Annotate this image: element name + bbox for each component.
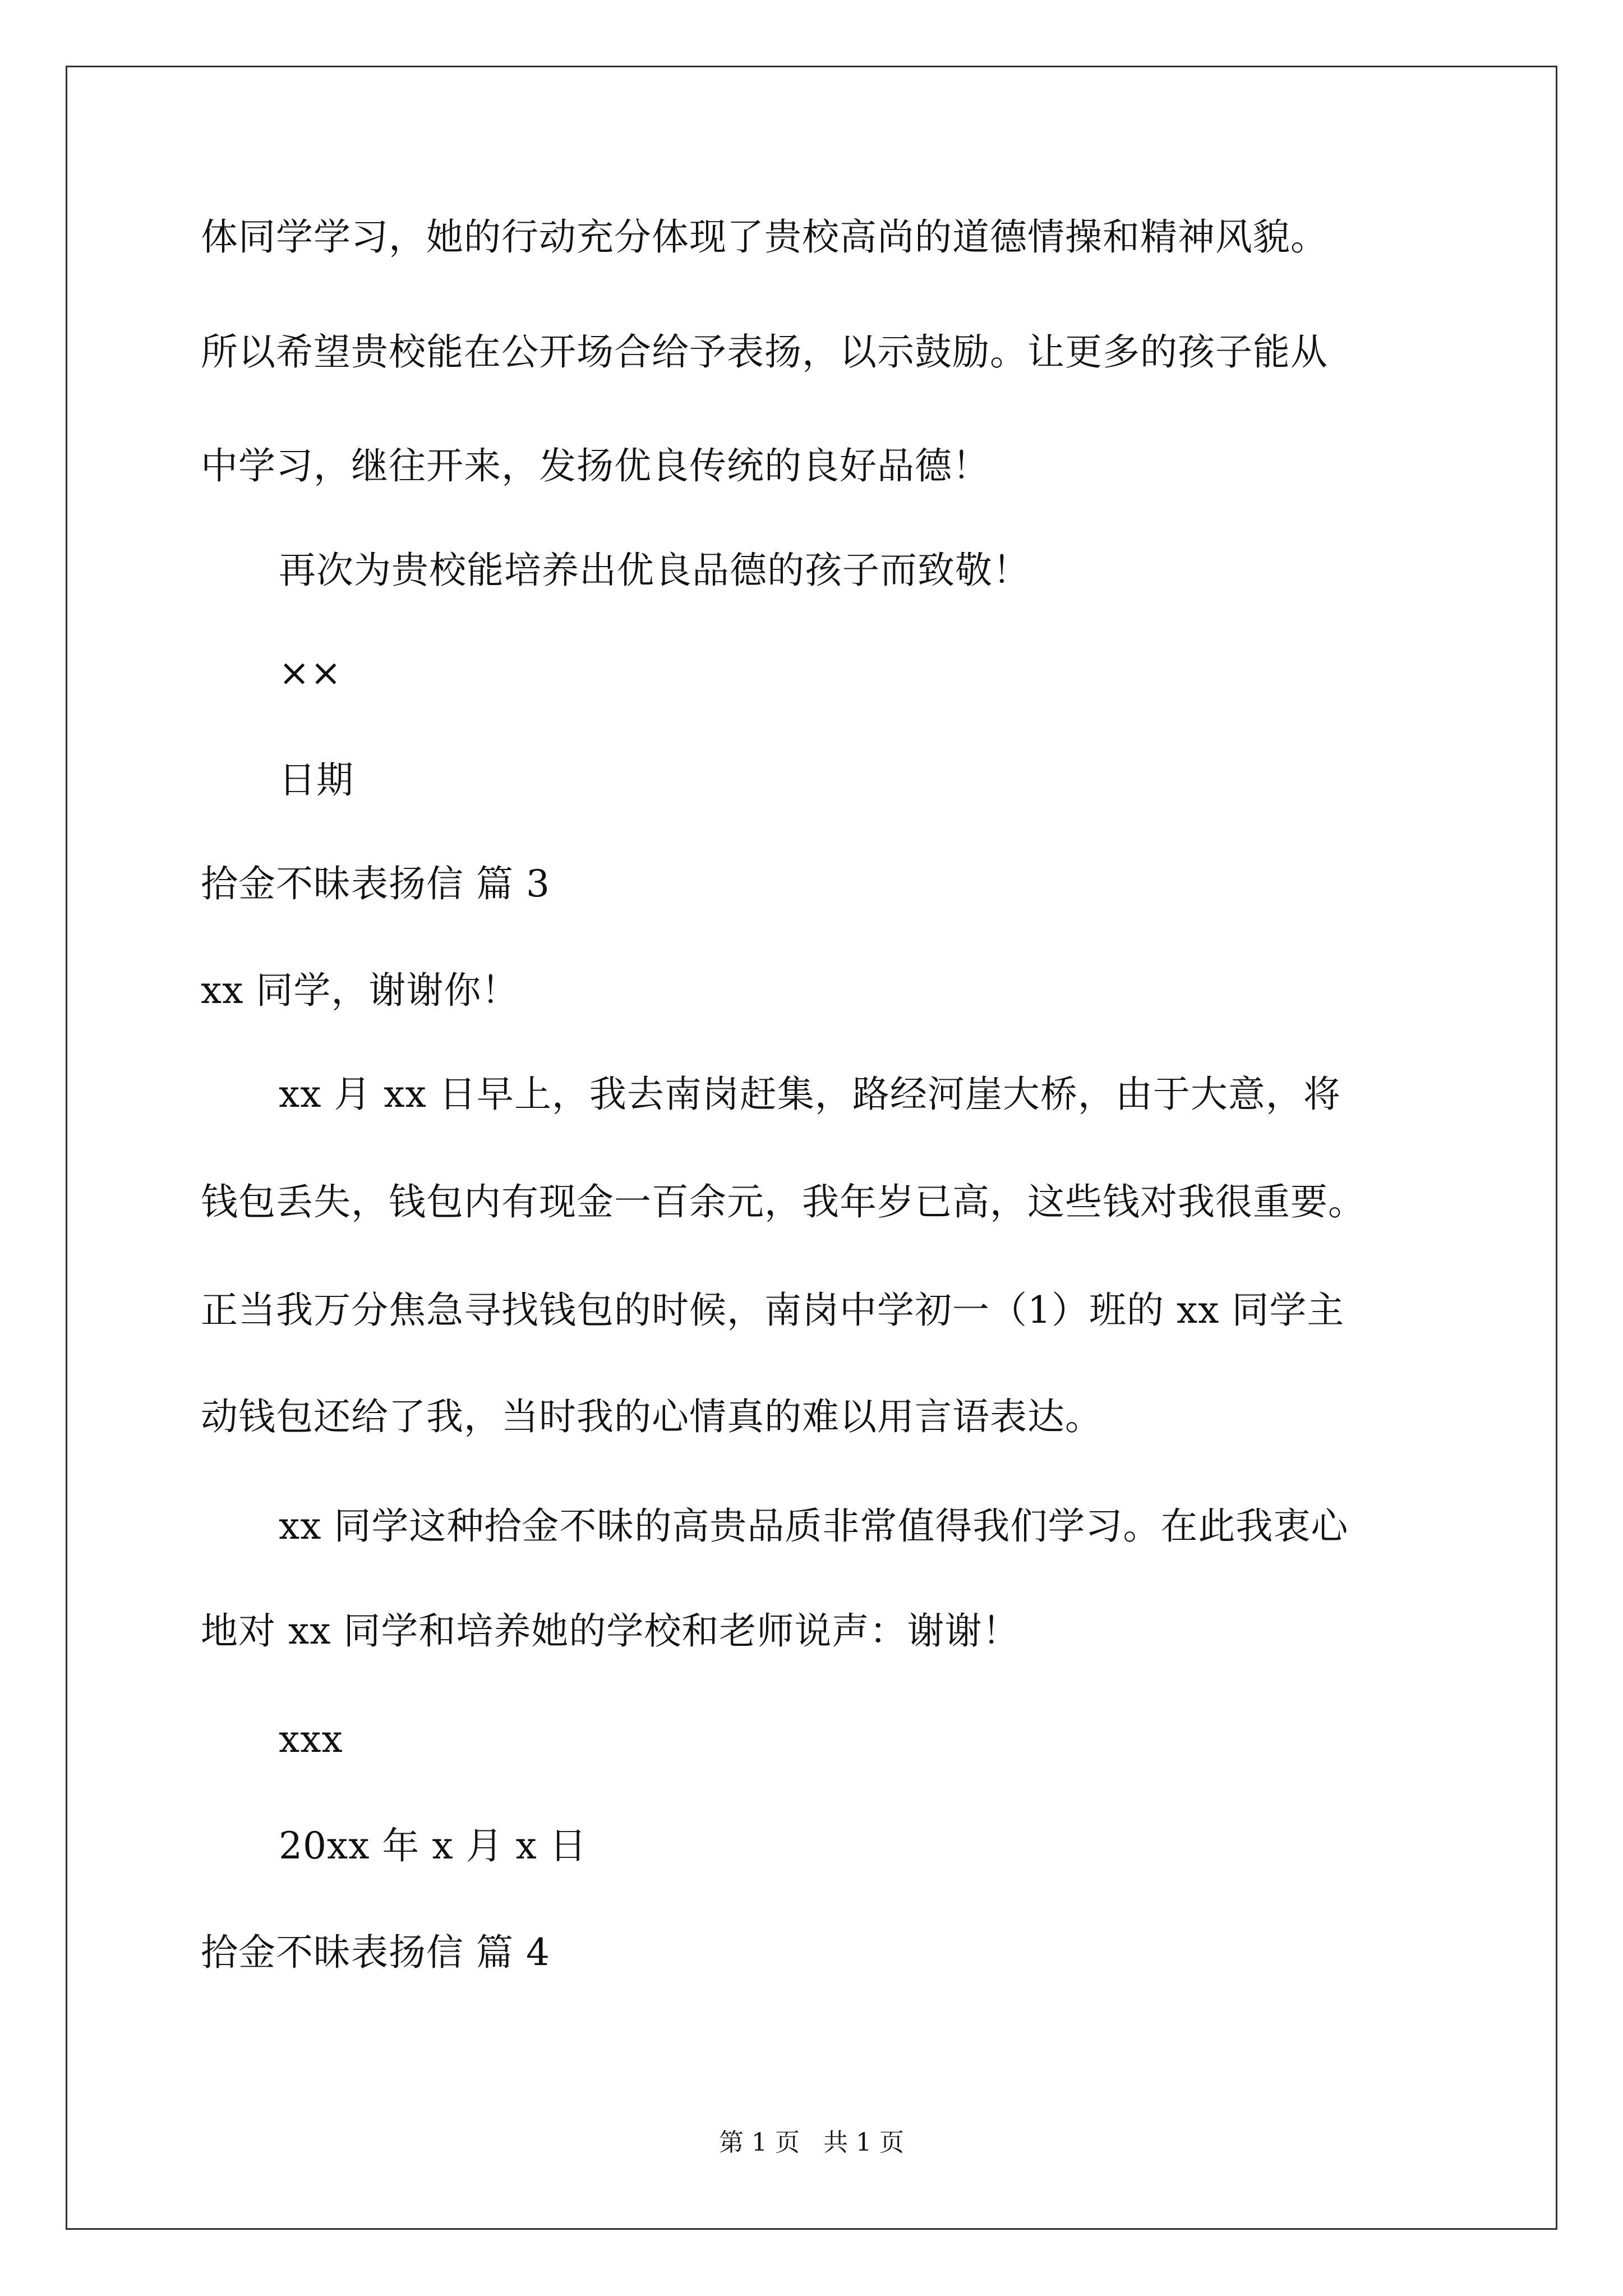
- body-line: 体同学学习，她的行动充分体现了贵校高尚的道德情操和精神风貌。: [201, 215, 1328, 259]
- page-border: [66, 66, 1557, 2230]
- body-line: 钱包丢失，钱包内有现金一百余元，我年岁已高，这些钱对我很重要。: [201, 1180, 1366, 1223]
- body-line: 所以希望贵校能在公开场合给予表扬，以示鼓励。让更多的孩子能从: [201, 330, 1328, 374]
- signature: ××: [279, 651, 342, 694]
- closing-salute: 再次为贵校能培养出优良品德的孩子而致敬！: [279, 549, 1030, 592]
- page-number: 第 1 页 共 1 页: [719, 2128, 904, 2157]
- date-line: 20xx 年 x 月 x 日: [279, 1824, 587, 1867]
- body-line: 正当我万分焦急寻找钱包的时候，南岗中学初一（1）班的 xx 同学主: [201, 1289, 1345, 1332]
- section-heading: 拾金不昧表扬信 篇 3: [201, 862, 550, 905]
- signature: xxx: [279, 1718, 343, 1761]
- body-line: xx 月 xx 日早上，我去南岗赶集，路经河崖大桥，由于大意，将: [279, 1073, 1341, 1116]
- body-line: 地对 xx 同学和培养她的学校和老师说声：谢谢！: [201, 1609, 1020, 1653]
- body-line: xx 同学这种拾金不昧的高贵品质非常值得我们学习。在此我衷心: [279, 1504, 1349, 1548]
- date-line: 日期: [279, 758, 354, 802]
- body-line: 中学习，继往开来，发扬优良传统的良好品德！: [201, 444, 990, 487]
- salutation: xx 同学，谢谢你！: [201, 969, 519, 1012]
- section-heading: 拾金不昧表扬信 篇 4: [201, 1931, 550, 1974]
- body-line: 动钱包还给了我，当时我的心情真的难以用言语表达。: [201, 1395, 1103, 1438]
